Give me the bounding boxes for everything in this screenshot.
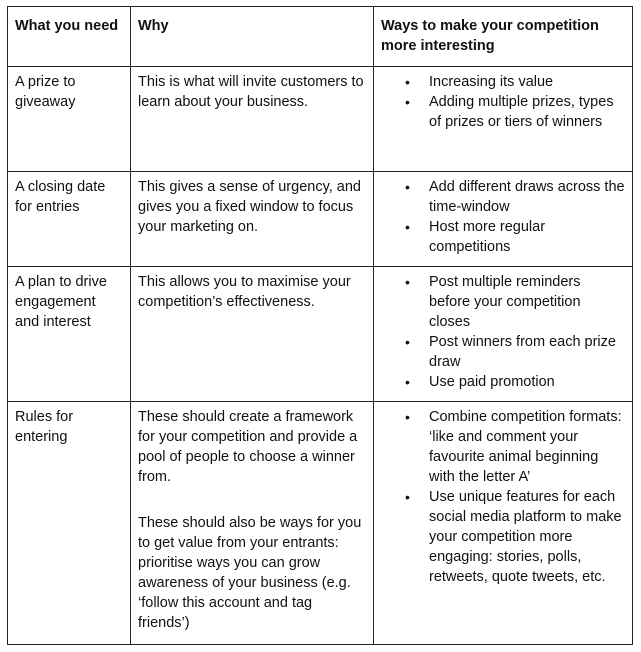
need-cell: A closing date for entries	[8, 172, 131, 267]
ways-list	[381, 407, 625, 587]
list-item: • Add different draws across the time-window	[405, 177, 625, 217]
why-cell	[131, 267, 374, 402]
header-ways: Ways to make your competition more interesting	[374, 7, 633, 67]
ways-cell	[374, 402, 633, 645]
why-text: These should create a framework for your competition and provide a pool of people to choose a winner from.	[138, 409, 358, 485]
need-cell: Rules for entering	[8, 402, 131, 645]
ways-list	[381, 272, 625, 392]
why-cell	[131, 67, 374, 172]
competition-table	[7, 6, 633, 645]
list-item: • Use unique features for each social media platform to make your competition more engaging: stories, polls, retweets, quote tweets, etc.	[405, 487, 625, 587]
need-cell: A plan to drive engagement and interest	[8, 267, 131, 402]
table-row	[8, 402, 633, 645]
list-item: • Combine competition formats: ‘like and comment your favourite animal beginning with the letter A’	[405, 407, 625, 487]
ways-cell	[374, 172, 633, 267]
why-text: This is what will invite customers to learn about your business.	[138, 74, 364, 110]
list-item: • Host more regular competitions	[405, 217, 625, 257]
table-row	[8, 67, 633, 172]
ways-list	[381, 72, 625, 132]
list-item: • Increasing its value	[405, 72, 625, 92]
why-text: These should also be ways for you to get value from your entrants: prioritise ways you can grow awareness of your business (e.g. ‘follow this account and tag friends’)	[138, 515, 362, 631]
header-row	[8, 7, 633, 67]
list-item: • Adding multiple prizes, types of prizes or tiers of winners	[405, 92, 625, 132]
why-text: This gives a sense of urgency, and gives you a fixed window to focus your marketing on.	[138, 179, 361, 235]
why-text: This allows you to maximise your competition’s effectiveness.	[138, 274, 351, 310]
ways-cell	[374, 67, 633, 172]
header-why: Why	[131, 7, 374, 67]
list-item: • Use paid promotion	[405, 372, 625, 392]
table-row	[8, 267, 633, 402]
ways-list	[381, 177, 625, 257]
list-item: • Post winners from each prize draw	[405, 332, 625, 372]
need-cell: A prize to giveaway	[8, 67, 131, 172]
why-cell	[131, 172, 374, 267]
table-row	[8, 172, 633, 267]
why-cell	[131, 402, 374, 645]
list-item: • Post multiple reminders before your competition closes	[405, 272, 625, 332]
ways-cell	[374, 267, 633, 402]
header-need: What you need	[8, 7, 131, 67]
